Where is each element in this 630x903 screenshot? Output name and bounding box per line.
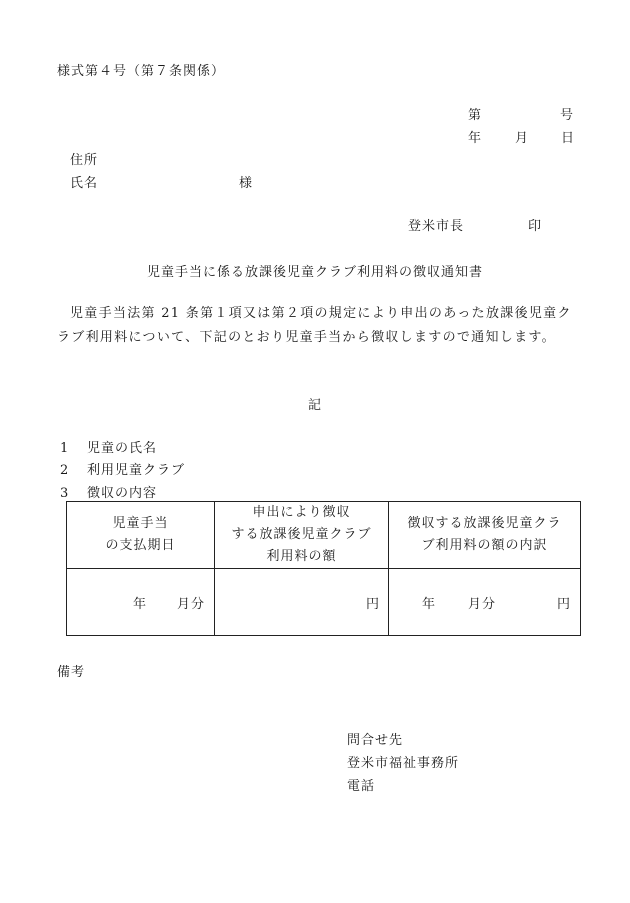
cell-payment-date [67, 569, 215, 636]
contact-office: 登米市福祉事務所 [347, 756, 460, 771]
header-text: する放課後児童クラブ [231, 527, 372, 542]
name-label: 氏名 [70, 176, 99, 191]
item-child-name [60, 437, 157, 456]
header-payment-date [67, 502, 215, 569]
header-breakdown [389, 502, 581, 569]
honorific: 様 [239, 176, 254, 191]
remarks-label: 備考 [57, 665, 86, 680]
item-number: 3 [60, 486, 70, 501]
address-label: 住所 [70, 153, 99, 168]
header-requested-amount [215, 502, 389, 569]
date-day: 日 [561, 131, 576, 146]
item-collection [60, 482, 157, 501]
date-year: 年 [468, 131, 483, 146]
item-number: 2 [60, 463, 70, 478]
document-title: 児童手当に係る放課後児童クラブ利用料の徴収通知書 [146, 265, 483, 280]
issuer-seal: 印 [528, 219, 543, 234]
cell-month: 月分 [177, 596, 206, 612]
table-header-row [67, 502, 581, 569]
item-club [60, 459, 185, 478]
cell-year: 年 [422, 596, 437, 612]
contact-label: 問合せ先 [347, 733, 404, 748]
header-text: 利用料の額 [266, 549, 337, 564]
item-number: 1 [60, 441, 70, 456]
header-text: ブ利用料の額の内訳 [421, 538, 548, 553]
cell-yen: 円 [365, 596, 380, 612]
cell-breakdown [389, 569, 581, 636]
cell-year: 年 [133, 596, 148, 612]
issuer-title: 登米市長 [408, 219, 465, 234]
header-text: 申出により徴収 [252, 505, 351, 520]
document-body: 児童手当法第 21 条第１項又は第２項の規定により申出のあった放課後児童クラブ利用料について、下記のとおり児童手当から徴収しますので通知します。 [57, 306, 572, 345]
ki-marker: 記 [307, 398, 322, 413]
item-label: 児童の氏名 [87, 441, 158, 456]
header-text: 徴収する放課後児童クラ [407, 516, 562, 531]
cell-month: 月分 [468, 596, 497, 612]
header-text: 児童手当 [112, 516, 169, 531]
cell-requested-amount [215, 569, 389, 636]
item-label: 徴収の内容 [87, 486, 158, 501]
form-label: 様式第４号（第７条関係） [57, 64, 226, 79]
header-text: の支払期日 [105, 538, 176, 553]
collection-table [66, 501, 581, 636]
contact-tel: 電話 [347, 779, 376, 794]
date-month: 月 [515, 131, 530, 146]
table-row [67, 569, 581, 636]
doc-number-prefix: 第 [468, 108, 483, 123]
item-label: 利用児童クラブ [87, 463, 186, 478]
doc-number-suffix: 号 [560, 108, 575, 123]
cell-yen: 円 [556, 596, 571, 612]
